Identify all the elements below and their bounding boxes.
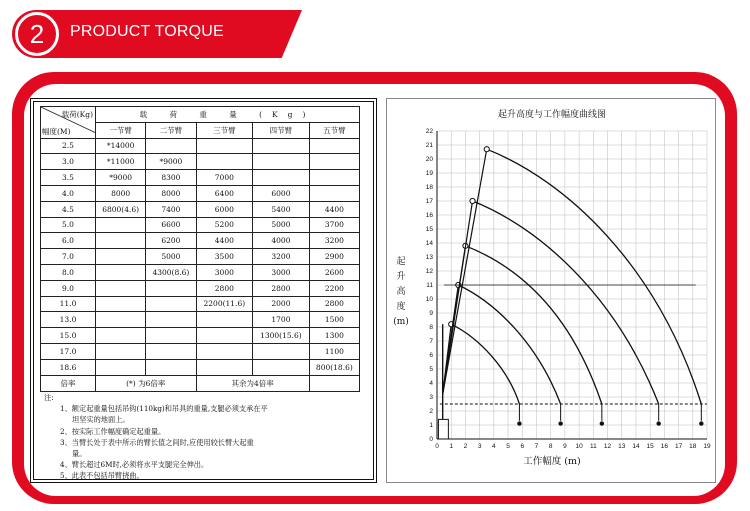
y-tick-label: 15 bbox=[425, 226, 433, 234]
load-cell bbox=[196, 343, 253, 359]
table-row bbox=[41, 296, 360, 312]
note-line: 1、额定起重量包括吊钩(110kg)和吊具的重量,支腿必须支承在平 bbox=[60, 404, 268, 414]
table-row bbox=[41, 233, 360, 249]
x-tick-label: 18 bbox=[689, 443, 697, 450]
crane-base bbox=[438, 419, 448, 439]
section-title: PRODUCT TORQUE bbox=[70, 23, 224, 40]
load-cell bbox=[253, 154, 310, 170]
load-cell: 5000 bbox=[253, 217, 310, 233]
load-table-panel bbox=[30, 98, 377, 483]
y-tick-label: 21 bbox=[425, 142, 433, 150]
section-header: 二节臂 bbox=[146, 122, 196, 138]
radius-cell: 13.0 bbox=[41, 312, 96, 328]
load-cell: 2900 bbox=[309, 249, 359, 265]
load-cell: 2600 bbox=[309, 264, 359, 280]
load-cell: 800(18.6) bbox=[309, 359, 359, 375]
x-tick-label: 8 bbox=[548, 443, 553, 450]
y-tick-label: 13 bbox=[425, 254, 433, 262]
x-tick-label: 9 bbox=[563, 443, 567, 450]
load-cell: *11000 bbox=[96, 154, 146, 170]
load-cell: 3200 bbox=[253, 249, 310, 265]
ratio-empty-cell bbox=[309, 375, 359, 391]
chart-title: 起升高度与工作幅度曲线图 bbox=[497, 110, 606, 120]
load-cell bbox=[253, 359, 310, 375]
load-cell bbox=[309, 185, 359, 201]
table-row bbox=[41, 217, 360, 233]
y-tick-label: 1 bbox=[429, 422, 433, 430]
note-line: 5、此表不包括吊臂挠曲。 bbox=[60, 471, 144, 481]
x-tick-label: 12 bbox=[603, 443, 612, 450]
table-row bbox=[41, 201, 360, 217]
y-label-char: 升 bbox=[396, 272, 406, 282]
hook-point bbox=[699, 421, 703, 425]
y-tick-label: 6 bbox=[429, 352, 433, 360]
radius-cell: 3.0 bbox=[41, 154, 96, 170]
load-cell: 8300 bbox=[146, 170, 196, 186]
load-cell: 3200 bbox=[309, 233, 359, 249]
load-cell bbox=[96, 217, 146, 233]
load-cell: 6000 bbox=[253, 185, 310, 201]
x-tick-label: 6 bbox=[520, 443, 525, 450]
load-cell bbox=[146, 296, 196, 312]
table-row bbox=[41, 170, 360, 186]
load-cell: 1300 bbox=[309, 328, 359, 344]
load-cell: 4400 bbox=[196, 233, 253, 249]
ratio-rest: 其余为4倍率 bbox=[196, 375, 309, 391]
section-header: 三节臂 bbox=[196, 122, 253, 138]
load-cell bbox=[96, 249, 146, 265]
section-number-badge: 2 bbox=[15, 12, 59, 56]
load-cell: 6000 bbox=[196, 201, 253, 217]
load-cell: 6800(4.6) bbox=[96, 201, 146, 217]
y-tick-label: 18 bbox=[425, 184, 433, 192]
load-cell: 6600 bbox=[146, 217, 196, 233]
load-cell bbox=[146, 312, 196, 328]
load-cell: *14000 bbox=[96, 138, 146, 154]
load-table bbox=[40, 106, 360, 392]
load-cell: 3500 bbox=[196, 249, 253, 265]
y-tick-label: 10 bbox=[425, 296, 433, 304]
table-row bbox=[41, 343, 360, 359]
boom-line bbox=[443, 149, 487, 394]
lift-curve bbox=[451, 324, 519, 404]
load-cell: 2200 bbox=[309, 280, 359, 296]
note-line: 3、当臂长处于表中所示的臂长值之间时,应使用较长臂大起重 bbox=[60, 437, 254, 447]
radius-cell: 4.0 bbox=[41, 185, 96, 201]
x-tick-label: 13 bbox=[618, 443, 626, 450]
load-cell bbox=[146, 359, 196, 375]
load-cell bbox=[196, 328, 253, 344]
load-cell: 2800 bbox=[309, 296, 359, 312]
load-cell bbox=[253, 343, 310, 359]
table-row bbox=[41, 138, 360, 154]
table-body bbox=[41, 138, 360, 375]
table-row bbox=[41, 249, 360, 265]
y-tick-label: 16 bbox=[425, 212, 433, 220]
x-tick-label: 0 bbox=[435, 443, 439, 450]
y-tick-label: 20 bbox=[425, 156, 433, 164]
load-cell bbox=[196, 138, 253, 154]
load-cell bbox=[253, 138, 310, 154]
radius-cell: 3.5 bbox=[41, 170, 96, 186]
y-tick-label: 0 bbox=[429, 436, 433, 444]
y-tick-label: 12 bbox=[425, 268, 433, 276]
y-tick-label: 14 bbox=[425, 240, 433, 248]
load-cell: 5200 bbox=[196, 217, 253, 233]
x-tick-label: 19 bbox=[703, 443, 711, 450]
radius-cell: 18.6 bbox=[41, 359, 96, 375]
load-cell: 4400 bbox=[309, 201, 359, 217]
radius-cell: 8.0 bbox=[41, 264, 96, 280]
load-cell: 7400 bbox=[146, 201, 196, 217]
radius-header: 幅度(M) bbox=[42, 126, 71, 136]
notes-heading: 注: bbox=[44, 393, 54, 402]
lift-curve bbox=[465, 246, 601, 404]
y-tick-label: 2 bbox=[429, 408, 433, 416]
load-cell: 2800 bbox=[196, 280, 253, 296]
table-row bbox=[41, 264, 360, 280]
radius-cell: 9.0 bbox=[41, 280, 96, 296]
hook-point bbox=[517, 421, 521, 425]
load-cell: 1500 bbox=[309, 312, 359, 328]
radius-cell: 15.0 bbox=[41, 328, 96, 344]
y-tick-label: 11 bbox=[426, 282, 433, 290]
table-row bbox=[41, 280, 360, 296]
load-cell bbox=[309, 138, 359, 154]
load-cell: 3700 bbox=[309, 217, 359, 233]
x-tick-label: 2 bbox=[463, 443, 468, 450]
section-header: 一节臂 bbox=[96, 122, 146, 138]
x-tick-label: 5 bbox=[506, 443, 510, 450]
table-row bbox=[41, 328, 360, 344]
table-row bbox=[41, 185, 360, 201]
ratio-row bbox=[41, 375, 360, 391]
load-cell bbox=[96, 280, 146, 296]
y-tick-label: 8 bbox=[429, 324, 433, 332]
load-cell bbox=[96, 264, 146, 280]
lift-curve bbox=[473, 201, 659, 404]
load-cell: 7000 bbox=[196, 170, 253, 186]
load-cell: 3000 bbox=[196, 264, 253, 280]
table-row bbox=[41, 359, 360, 375]
radius-cell: 4.5 bbox=[41, 201, 96, 217]
radius-cell: 11.0 bbox=[41, 296, 96, 312]
load-cell bbox=[146, 343, 196, 359]
load-cell: 4000 bbox=[253, 233, 310, 249]
radius-cell: 7.0 bbox=[41, 249, 96, 265]
radius-cell: 5.0 bbox=[41, 217, 96, 233]
load-cell: *9000 bbox=[146, 154, 196, 170]
load-cell bbox=[96, 296, 146, 312]
x-tick-label: 11 bbox=[589, 443, 597, 450]
load-cell bbox=[96, 343, 146, 359]
x-tick-label: 4 bbox=[492, 443, 496, 450]
load-header: 载荷(Kg) bbox=[61, 110, 93, 119]
load-cell bbox=[146, 138, 196, 154]
load-cell: 8000 bbox=[146, 185, 196, 201]
load-cell: 6400 bbox=[196, 185, 253, 201]
y-tick-label: 9 bbox=[429, 310, 433, 318]
x-tick-label: 14 bbox=[632, 443, 640, 450]
lift-curve bbox=[458, 285, 560, 404]
load-cell bbox=[196, 154, 253, 170]
x-tick-label: 15 bbox=[646, 443, 654, 450]
load-cell: 1100 bbox=[309, 343, 359, 359]
load-cell bbox=[196, 359, 253, 375]
y-label-char: 高 bbox=[396, 287, 406, 297]
boom-tip-point bbox=[484, 147, 489, 152]
radius-cell: 2.5 bbox=[41, 138, 96, 154]
y-tick-label: 5 bbox=[429, 366, 433, 374]
y-tick-label: 4 bbox=[429, 380, 433, 388]
load-cell: 8000 bbox=[96, 185, 146, 201]
note-line: 坦坚实的地面上。 bbox=[72, 415, 130, 425]
note-line: 4、臂长超过6M时,必须将水平支腿完全伸出。 bbox=[60, 460, 209, 470]
y-tick-label: 22 bbox=[425, 128, 433, 136]
hook-point bbox=[656, 421, 660, 425]
load-cell: 5400 bbox=[253, 201, 310, 217]
section-header: 五节臂 bbox=[309, 122, 359, 138]
x-tick-label: 17 bbox=[674, 443, 683, 450]
load-cell: 6200 bbox=[146, 233, 196, 249]
load-cell bbox=[309, 154, 359, 170]
load-cell: 2800 bbox=[253, 280, 310, 296]
x-tick-label: 3 bbox=[477, 443, 482, 450]
load-cell bbox=[253, 170, 310, 186]
load-cell: *9000 bbox=[96, 170, 146, 186]
ratio-star: (*) 为6倍率 bbox=[96, 375, 197, 391]
load-cell bbox=[196, 312, 253, 328]
lift-chart bbox=[387, 99, 717, 484]
notes bbox=[44, 392, 364, 482]
load-cell bbox=[146, 328, 196, 344]
load-cell: 2200(11.6) bbox=[196, 296, 253, 312]
load-cell: 1700 bbox=[253, 312, 310, 328]
load-cell bbox=[96, 233, 146, 249]
load-cell bbox=[96, 328, 146, 344]
x-tick-label: 10 bbox=[575, 443, 583, 450]
y-label-char: 度 bbox=[396, 302, 406, 312]
hook-point bbox=[600, 421, 604, 425]
radius-cell: 6.0 bbox=[41, 233, 96, 249]
y-tick-label: 19 bbox=[425, 170, 433, 178]
radius-cell: 17.0 bbox=[41, 343, 96, 359]
x-axis-label: 工作幅度 (m) bbox=[523, 456, 581, 467]
y-tick-label: 17 bbox=[425, 198, 433, 206]
y-label-char: (m) bbox=[393, 317, 409, 327]
load-cell: 1300(15.6) bbox=[253, 328, 310, 344]
table-row bbox=[41, 312, 360, 328]
lift-chart-panel bbox=[386, 98, 716, 483]
load-cell bbox=[146, 280, 196, 296]
x-tick-label: 16 bbox=[660, 443, 668, 450]
y-label-char: 起 bbox=[396, 257, 406, 267]
y-tick-label: 3 bbox=[429, 394, 433, 402]
load-cell: 3000 bbox=[253, 264, 310, 280]
load-cell: 2000 bbox=[253, 296, 310, 312]
table-corner-header bbox=[41, 107, 96, 139]
note-line: 2、按实际工作幅度确定起重量。 bbox=[60, 426, 166, 436]
section-header: 四节臂 bbox=[253, 122, 310, 138]
load-cell bbox=[96, 359, 146, 375]
load-cell: 4300(8.6) bbox=[146, 264, 196, 280]
x-tick-label: 1 bbox=[449, 443, 454, 450]
load-cell bbox=[96, 312, 146, 328]
boom-line bbox=[443, 201, 473, 394]
table-row bbox=[41, 154, 360, 170]
load-title: 载 荷 重 量 (Kg) bbox=[96, 107, 360, 123]
note-line: 量。 bbox=[72, 449, 87, 459]
y-tick-label: 7 bbox=[429, 338, 433, 346]
x-tick-label: 7 bbox=[534, 443, 539, 450]
load-cell bbox=[309, 170, 359, 186]
hook-point bbox=[558, 421, 562, 425]
ratio-label: 倍率 bbox=[41, 375, 96, 391]
load-cell: 5000 bbox=[146, 249, 196, 265]
boom-tip-point bbox=[470, 198, 475, 203]
